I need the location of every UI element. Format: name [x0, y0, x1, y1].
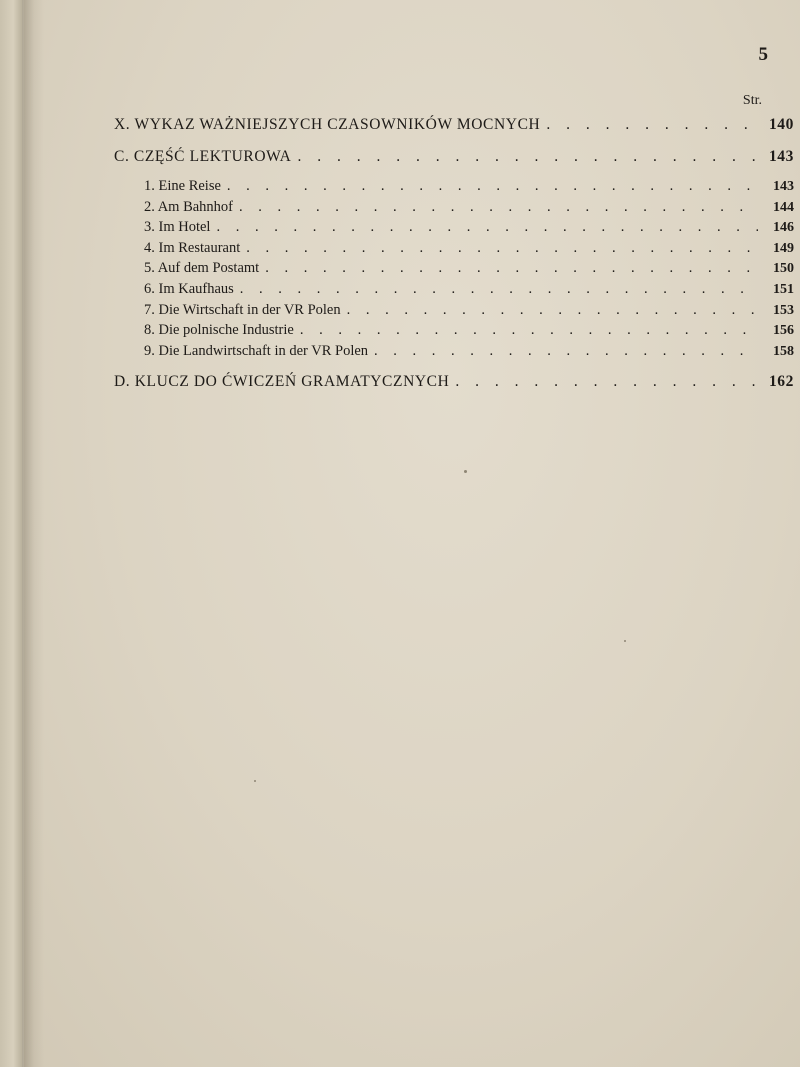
dot-leader	[455, 373, 758, 391]
paper-speck	[624, 640, 626, 642]
toc-subentry-page: 153	[773, 302, 794, 318]
toc-subentry	[114, 238, 794, 259]
toc-entry-page: 162	[768, 373, 794, 391]
table-of-contents	[114, 116, 794, 391]
toc-sublist	[114, 176, 794, 361]
dot-leader	[265, 258, 758, 279]
toc-subentry	[114, 279, 794, 300]
toc-entry-page: 140	[768, 116, 794, 133]
book-page	[24, 0, 800, 1067]
toc-entry-d	[114, 373, 794, 391]
toc-subentry	[114, 197, 794, 218]
dot-leader	[246, 238, 758, 259]
page-column-label: Str.	[742, 93, 762, 108]
toc-subentry	[114, 300, 794, 321]
toc-subentry-title: 7. Die Wirtschaft in der VR Polen	[144, 301, 341, 318]
toc-subentry-page: 149	[773, 240, 794, 256]
dot-leader	[546, 116, 758, 134]
toc-subentry-page: 151	[773, 281, 794, 297]
dot-leader	[239, 197, 758, 218]
dot-leader	[297, 148, 758, 166]
dot-leader	[300, 320, 758, 341]
toc-entry-title: X. WYKAZ WAŻNIEJSZYCH CZASOWNIKÓW MOCNYCH	[114, 116, 541, 133]
toc-subentry-page: 146	[773, 220, 794, 236]
paper-speck	[464, 470, 467, 473]
toc-subentry-page: 150	[773, 261, 794, 277]
toc-entry-title: C. CZĘŚĆ LEKTUROWA	[114, 148, 292, 165]
toc-subentry-title: 5. Auf dem Postamt	[144, 260, 260, 277]
dot-leader	[216, 217, 758, 238]
toc-subentry	[114, 217, 794, 238]
toc-subentry-title: 1. Eine Reise	[144, 178, 221, 194]
toc-subentry	[114, 258, 794, 279]
toc-subentry	[114, 341, 794, 362]
dot-leader	[347, 300, 758, 321]
toc-entry-x	[114, 116, 794, 134]
dot-leader	[240, 279, 758, 300]
toc-subentry-page: 156	[773, 323, 794, 339]
toc-entry-title: D. KLUCZ DO ĆWICZEŃ GRAMATYCZNYCH	[114, 373, 450, 391]
toc-subentry-page: 144	[773, 199, 794, 215]
toc-subentry-title: 4. Im Restaurant	[144, 239, 241, 256]
dot-leader	[227, 176, 758, 197]
toc-entry-page: 143	[768, 148, 794, 165]
toc-subentry	[114, 320, 794, 341]
gutter-shadow	[22, 0, 44, 1067]
page-number: 5	[758, 44, 768, 65]
paper-speck	[254, 780, 256, 782]
toc-subentry-page: 143	[773, 179, 794, 194]
toc-subentry-title: 8. Die polnische Industrie	[144, 322, 294, 339]
toc-subentry-title: 9. Die Landwirtschaft in der VR Polen	[144, 342, 369, 359]
toc-subentry-title: 3. Im Hotel	[144, 219, 211, 236]
toc-subentry-page: 158	[773, 343, 794, 359]
dot-leader	[374, 341, 758, 362]
toc-subentry	[114, 176, 794, 197]
toc-subentry-title: 6. Im Kaufhaus	[144, 280, 234, 297]
toc-entry-c	[114, 148, 794, 166]
toc-subentry-title: 2. Am Bahnhof	[144, 198, 234, 215]
previous-page-edge	[0, 0, 22, 1067]
